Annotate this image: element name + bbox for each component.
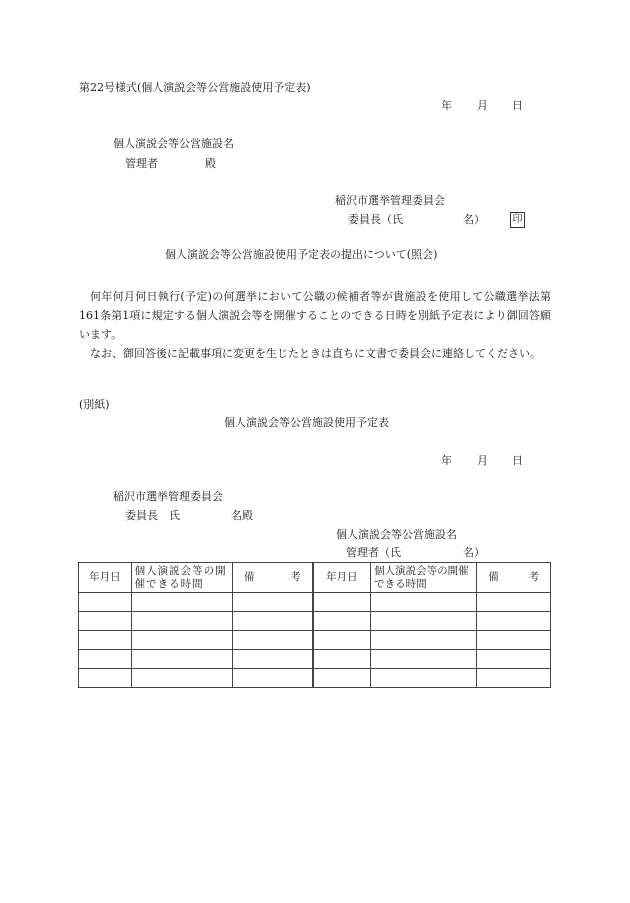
header-notes-b: 考 <box>290 571 301 583</box>
header-notes-right-b: 考 <box>528 571 539 583</box>
cell-time[interactable] <box>131 650 232 669</box>
body-paragraph-2: なお、御回答後に記載事項に変更を生じたときは直ちに文書で委員会に連絡してください。 <box>90 347 541 360</box>
attachment-committee: 稲沢市選挙管理委員会 <box>113 490 223 503</box>
cell-time-right[interactable] <box>371 631 477 650</box>
cell-date-right[interactable] <box>313 669 371 688</box>
cell-date-right[interactable] <box>313 593 371 612</box>
addressee-manager: 管理者 <box>125 157 158 170</box>
cell-time-right[interactable] <box>371 593 477 612</box>
table-row <box>79 631 551 650</box>
seal-icon: 印 <box>510 212 525 228</box>
table-row <box>79 612 551 631</box>
header-date: 年月日 <box>79 563 132 593</box>
cell-time[interactable] <box>131 593 232 612</box>
attachment-date-year: 年 <box>441 454 452 467</box>
header-notes-right-a: 備 <box>488 571 499 583</box>
body-paragraph-1: 何年何月何日執行(予定)の何選挙において公職の候補者等が貴施設を使用して公職選挙法第161条第1項に規定する個人演説会等を開催することのできる日時を別紙予定表により御回答願います。 <box>79 290 551 341</box>
table-row <box>79 669 551 688</box>
cell-notes-right[interactable] <box>477 650 551 669</box>
attachment-chair-prefix: 委員長 氏 <box>125 509 180 522</box>
header-time-right: 個人演説会等の開催できる時間 <box>371 563 477 593</box>
form-number: 第22号様式(個人演説会等公営施設使用予定表) <box>79 81 311 94</box>
date-year: 年 <box>441 99 452 112</box>
cell-time[interactable] <box>131 631 232 650</box>
header-notes-a: 備 <box>243 571 255 583</box>
cell-date[interactable] <box>79 631 132 650</box>
attachment-title: 個人演説会等公営施設使用予定表 <box>224 416 389 429</box>
addressee-facility: 個人演説会等公営施設名 <box>113 137 234 150</box>
cell-notes[interactable] <box>232 631 312 650</box>
cell-time[interactable] <box>131 669 232 688</box>
table-header-row <box>79 563 551 593</box>
seal-stamp <box>510 212 525 228</box>
header-notes <box>232 563 312 593</box>
sender-chair-prefix: 委員長（氏 <box>348 213 403 226</box>
cell-notes[interactable] <box>232 669 312 688</box>
attachment-facility: 個人演説会等公営施設名 <box>336 528 457 541</box>
cell-date-right[interactable] <box>313 631 371 650</box>
cell-time-right[interactable] <box>371 669 477 688</box>
cell-notes[interactable] <box>232 593 312 612</box>
header-notes-right <box>477 563 551 593</box>
cell-date-right[interactable] <box>313 650 371 669</box>
cell-notes[interactable] <box>232 650 312 669</box>
cell-notes-right[interactable] <box>477 612 551 631</box>
cell-time-right[interactable] <box>371 650 477 669</box>
sender-chair-suffix: 名） <box>463 213 485 226</box>
cell-time-right[interactable] <box>371 612 477 631</box>
table-body <box>79 593 551 688</box>
date-day: 日 <box>512 99 523 112</box>
cell-date-right[interactable] <box>313 612 371 631</box>
attachment-date-month: 月 <box>477 454 488 467</box>
cell-date[interactable] <box>79 650 132 669</box>
cell-notes-right[interactable] <box>477 631 551 650</box>
attachment-date-day: 日 <box>512 454 523 467</box>
sender-committee: 稲沢市選挙管理委員会 <box>335 194 445 207</box>
header-time: 個人演説会等の開催できる時間 <box>131 563 232 593</box>
date-month: 月 <box>477 99 488 112</box>
cell-date[interactable] <box>79 669 132 688</box>
addressee-honorific: 殿 <box>205 157 216 170</box>
table-row <box>79 650 551 669</box>
cell-time[interactable] <box>131 612 232 631</box>
attachment-manager-prefix: 管理者（氏 <box>346 546 401 559</box>
cell-date[interactable] <box>79 612 132 631</box>
table-row <box>79 593 551 612</box>
attachment-chair-suffix: 名殿 <box>231 509 253 522</box>
cell-notes-right[interactable] <box>477 669 551 688</box>
schedule-table <box>78 562 551 688</box>
attachment-manager-suffix: 名） <box>463 546 485 559</box>
subject: 個人演説会等公営施設使用予定表の提出について(照会) <box>165 248 438 261</box>
header-date-right: 年月日 <box>313 563 371 593</box>
cell-notes[interactable] <box>232 612 312 631</box>
attachment-label: (別紙) <box>79 398 110 411</box>
cell-notes-right[interactable] <box>477 593 551 612</box>
cell-date[interactable] <box>79 593 132 612</box>
